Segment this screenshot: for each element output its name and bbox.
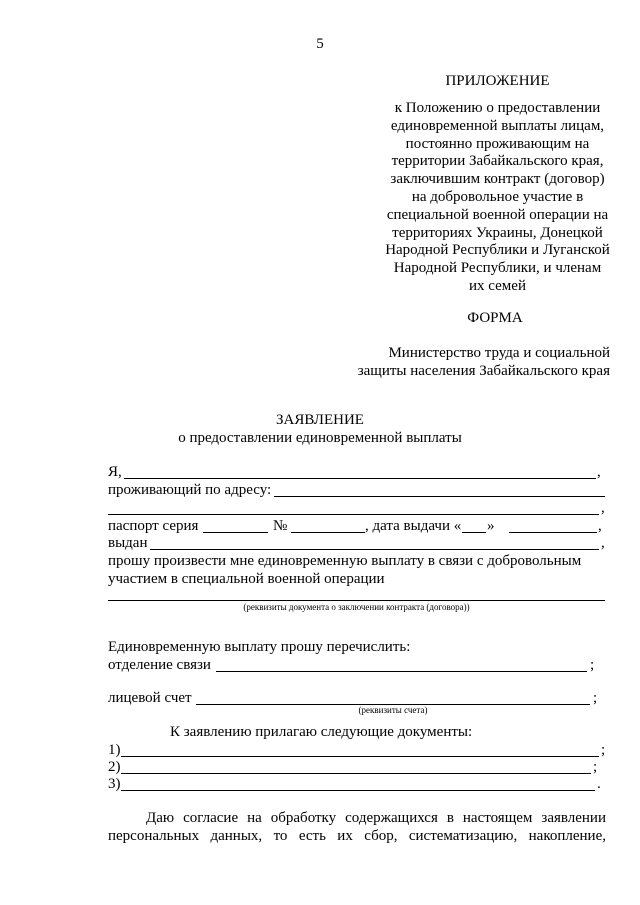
issued-by-label: выдан (108, 535, 148, 551)
consent-text: Даю согласие на обработку содержащихся в настоящем заявлении (146, 810, 606, 826)
appendix-line: к Положению о предоставлении (394, 100, 601, 116)
name-label: Я, (108, 464, 122, 480)
appendix-line: заключившим контракт (договор) (390, 171, 605, 188)
appendix-line: Народной Республики, и членам (393, 260, 602, 277)
form-label: ФОРМА (467, 310, 523, 326)
semicolon: ; (593, 690, 598, 706)
semicolon: ; (590, 657, 595, 673)
page-number: 5 (316, 36, 324, 52)
account-label: лицевой счет (108, 690, 192, 706)
appendix-text (370, 100, 625, 296)
document-subtitle: о предоставлении единовременной выплаты (178, 430, 462, 446)
attachment-number: 1) (108, 742, 121, 758)
appendix-line: их семей (469, 277, 526, 294)
semicolon: ; (601, 742, 606, 758)
address-field-continued[interactable] (108, 514, 599, 515)
appendix-title: ПРИЛОЖЕНИЕ (445, 73, 550, 89)
issued-by-field[interactable] (150, 549, 599, 550)
attachment-number: 2) (108, 759, 121, 775)
period: . (597, 776, 601, 792)
appendix-line: территории Забайкальского края, (391, 153, 604, 170)
comma: , (601, 500, 605, 516)
attachment-field[interactable] (121, 756, 599, 757)
semicolon: ; (593, 759, 598, 775)
attachment-field[interactable] (121, 773, 591, 774)
attachment-field[interactable] (121, 790, 595, 791)
contract-details-field[interactable] (108, 600, 605, 601)
passport-number-field[interactable] (291, 532, 365, 533)
issue-day-field[interactable] (462, 532, 486, 533)
passport-series-label: паспорт серия (108, 518, 199, 534)
account-caption: (реквизиты счета) (358, 705, 428, 715)
post-office-field[interactable] (216, 671, 587, 672)
consent-text: персональных данных, то есть их сбор, систематизацию, накопление, (108, 828, 606, 844)
appendix-line: территориях Украины, Донецкой (392, 224, 603, 241)
appendix-line: единовременной выплаты лицам, (390, 117, 605, 134)
comma: , (598, 518, 602, 534)
appendix-line: специальной военной операции на (386, 206, 609, 223)
issue-month-year-field[interactable] (509, 532, 597, 533)
appendix-line: на добровольное участие в (411, 188, 584, 205)
appendix-line: постоянно проживающим на (405, 135, 590, 152)
fullname-field[interactable] (124, 478, 596, 479)
passport-number-label: № (273, 518, 288, 534)
comma: , (601, 535, 605, 551)
comma: , (597, 464, 601, 480)
contract-details-caption: (реквизиты документа о заключении контракта (договора)) (243, 602, 470, 612)
issue-date-label: , дата выдачи « (365, 518, 462, 534)
attachment-number: 3) (108, 776, 121, 792)
addressee-line: Министерство труда и социальной (388, 345, 610, 361)
passport-series-field[interactable] (203, 532, 268, 533)
address-label: проживающий по адресу: (108, 482, 272, 498)
address-field[interactable] (274, 496, 605, 497)
issue-date-close: » (487, 518, 495, 534)
addressee-line: защиты населения Забайкальского края (357, 363, 610, 379)
request-text: прошу произвести мне единовременную выплату в связи с добровольным (108, 553, 582, 569)
post-office-label: отделение связи (108, 657, 211, 673)
payment-intro: Единовременную выплату прошу перечислить: (108, 639, 411, 655)
document-title: ЗАЯВЛЕНИЕ (276, 412, 364, 428)
appendix-line: Народной Республики и Луганской (385, 242, 610, 259)
request-text: участием в специальной военной операции (108, 571, 385, 587)
attachments-intro: К заявлению прилагаю следующие документы: (170, 724, 473, 740)
